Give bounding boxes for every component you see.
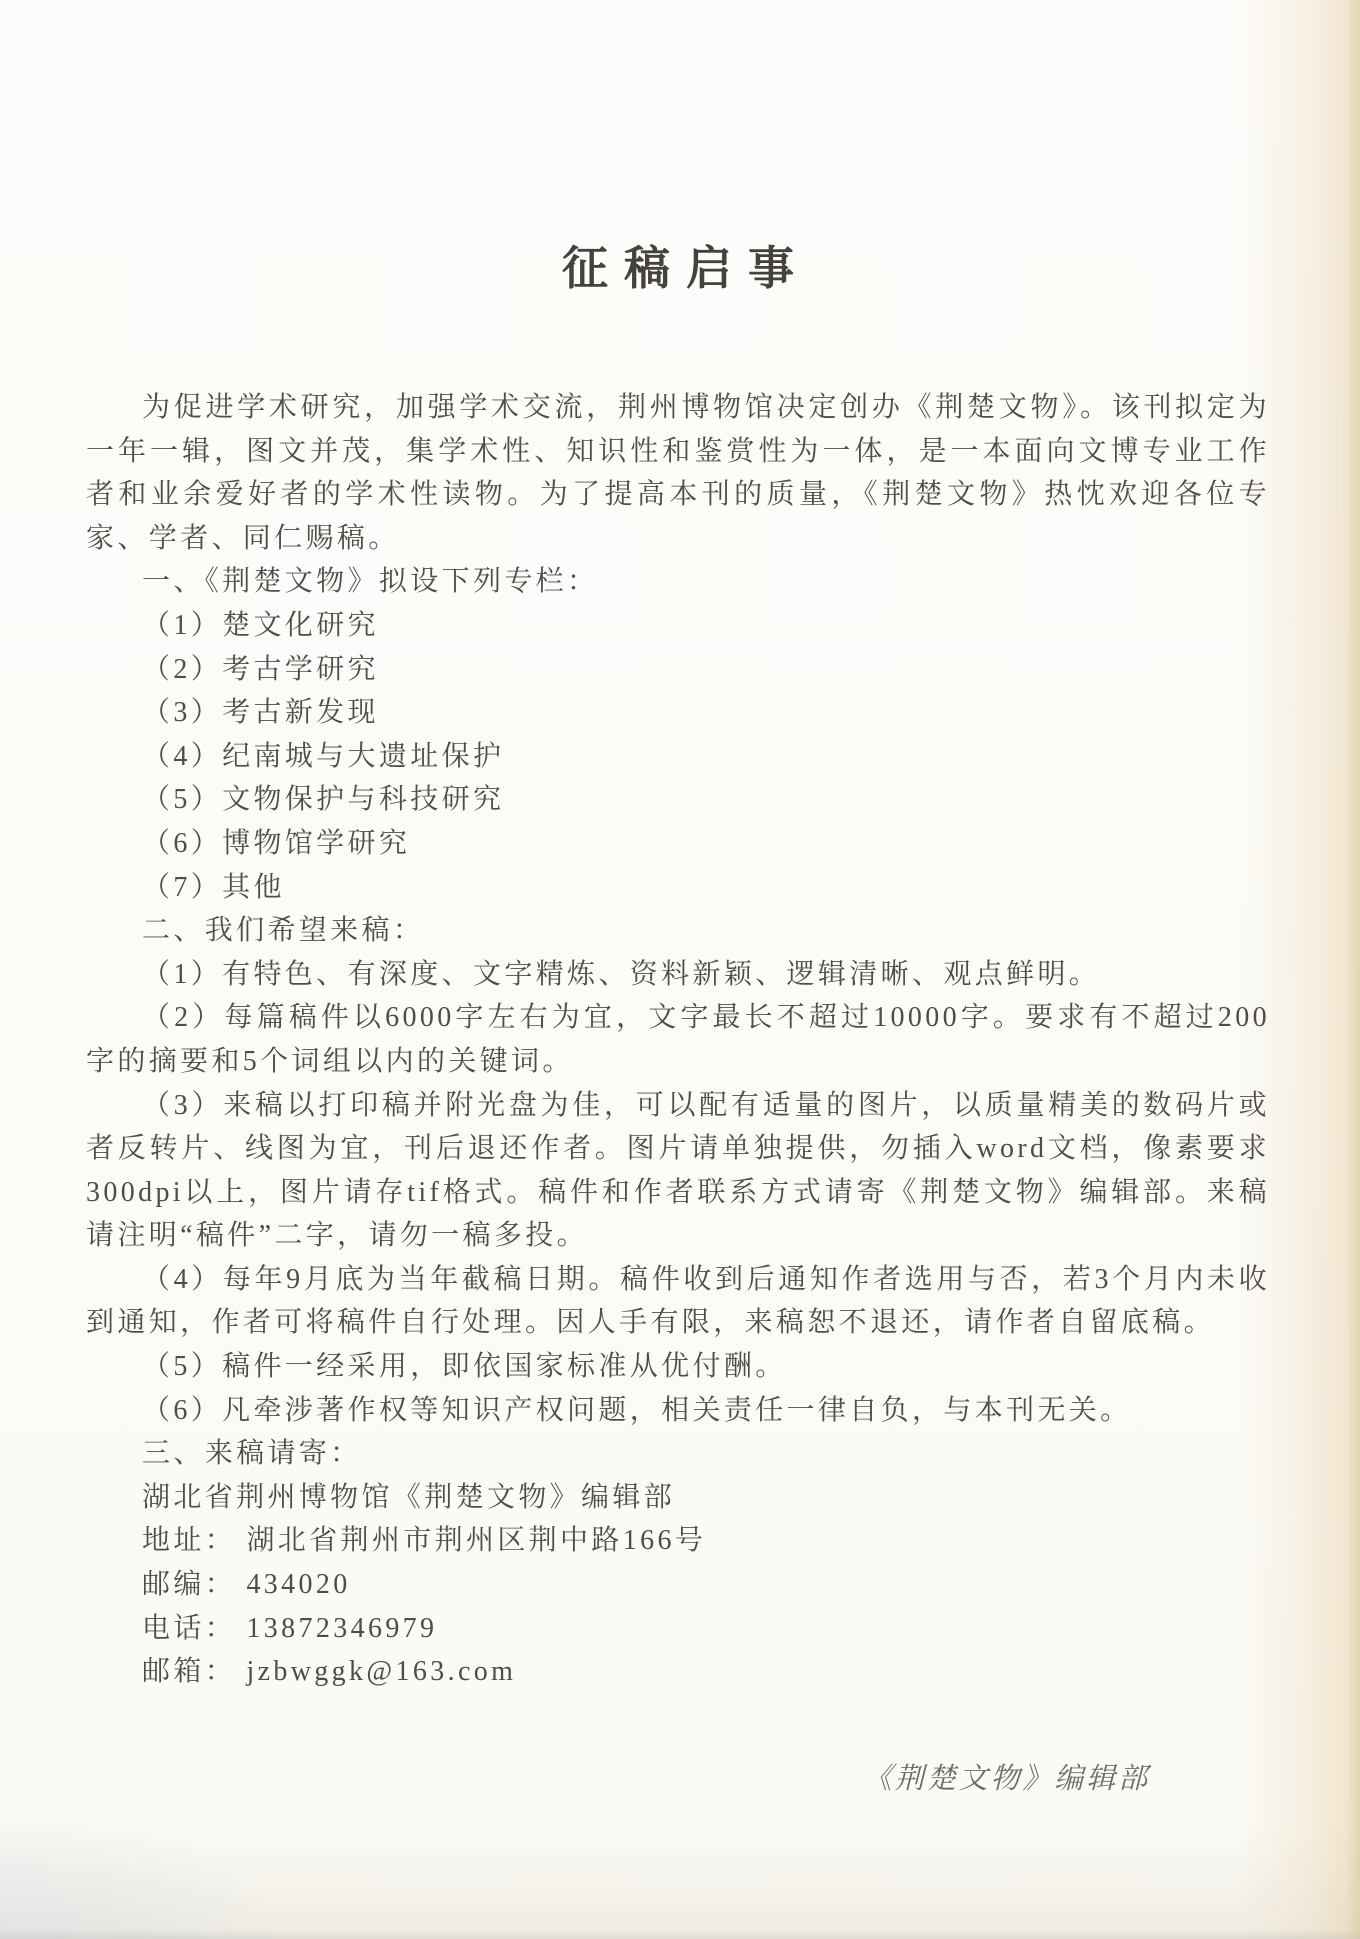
intro-paragraph: 为促进学术研究，加强学术交流，荆州博物馆决定创办《荆楚文物》。该刊拟定为一年一辑，图文并茂，集学术性、知识性和鉴赏性为一体，是一本面向文博专业工作者和业余爱好者的学术性读物。为了提高本刊的质量，《荆楚文物》热忱欢迎各位专家、学者、同仁赐稿。 [86, 392, 1270, 554]
scan-edge-right [1346, 0, 1360, 1939]
list-item: （3）来稿以打印稿并附光盘为佳，可以配有适量的图片，以质量精美的数码片或者反转片、线图为宜，刊后退还作者。图片请单独提供，勿插入word文档，像素要求300dpi以上，图片请存tif格式。稿件和作者联系方式请寄《荆楚文物》编辑部。来稿请注明“稿件”二字，请勿一稿多投。 [86, 1089, 1270, 1252]
list-item: （2）每篇稿件以6000字左右为宜，文字最长不超过10000字。要求有不超过200字的摘要和5个词组以内的关键词。 [86, 1002, 1270, 1077]
list-item: （4）纪南城与大遗址保护 [142, 740, 505, 772]
list-item: （5）稿件一经采用，即依国家标准从优付酬。 [142, 1351, 787, 1383]
list-item: （6）凡牵涉著作权等知识产权问题，相关责任一律自负，与本刊无关。 [142, 1394, 1132, 1426]
list-item: （2）考古学研究 [142, 653, 379, 685]
list-item: （1）有特色、有深度、文字精炼、资料新颖、逻辑清晰、观点鲜明。 [142, 958, 1101, 990]
scan-edge-bottom [0, 1929, 1360, 1939]
postcode-line: 邮编： 434020 [142, 1569, 351, 1601]
list-item: （7）其他 [142, 871, 285, 903]
signature: 《荆楚文物》编辑部 [862, 1763, 1150, 1795]
phone-line: 电话： 13872346979 [142, 1612, 438, 1644]
email-line: 邮箱： jzbwggk@163.com [142, 1656, 517, 1688]
list-item: （1）楚文化研究 [142, 609, 379, 641]
section-heading: 二、我们希望来稿： [142, 915, 425, 947]
section-mailing-address [86, 1432, 1270, 1694]
section-submission-guidelines [86, 909, 1270, 1432]
section-heading: 一、《荆楚文物》拟设下列专栏： [142, 566, 599, 598]
document-body [86, 238, 1270, 1694]
list-item: （6）博物馆学研究 [142, 827, 411, 859]
page-title: 征稿启事 [562, 243, 810, 294]
list-item: （3）考古新发现 [142, 697, 379, 729]
section-heading: 三、来稿请寄： [142, 1438, 362, 1470]
list-item: （5）文物保护与科技研究 [142, 784, 505, 816]
list-item: （4）每年9月底为当年截稿日期。稿件收到后通知作者选用与否，若3个月内未收到通知，作者可将稿件自行处理。因人手有限，来稿恕不退还，请作者自留底稿。 [86, 1263, 1270, 1339]
recipient-line: 湖北省荆州博物馆《荆楚文物》编辑部 [142, 1481, 676, 1513]
section-columns [86, 560, 1270, 909]
address-line: 地址： 湖北省荆州市荆州区荆中路166号 [142, 1525, 707, 1557]
